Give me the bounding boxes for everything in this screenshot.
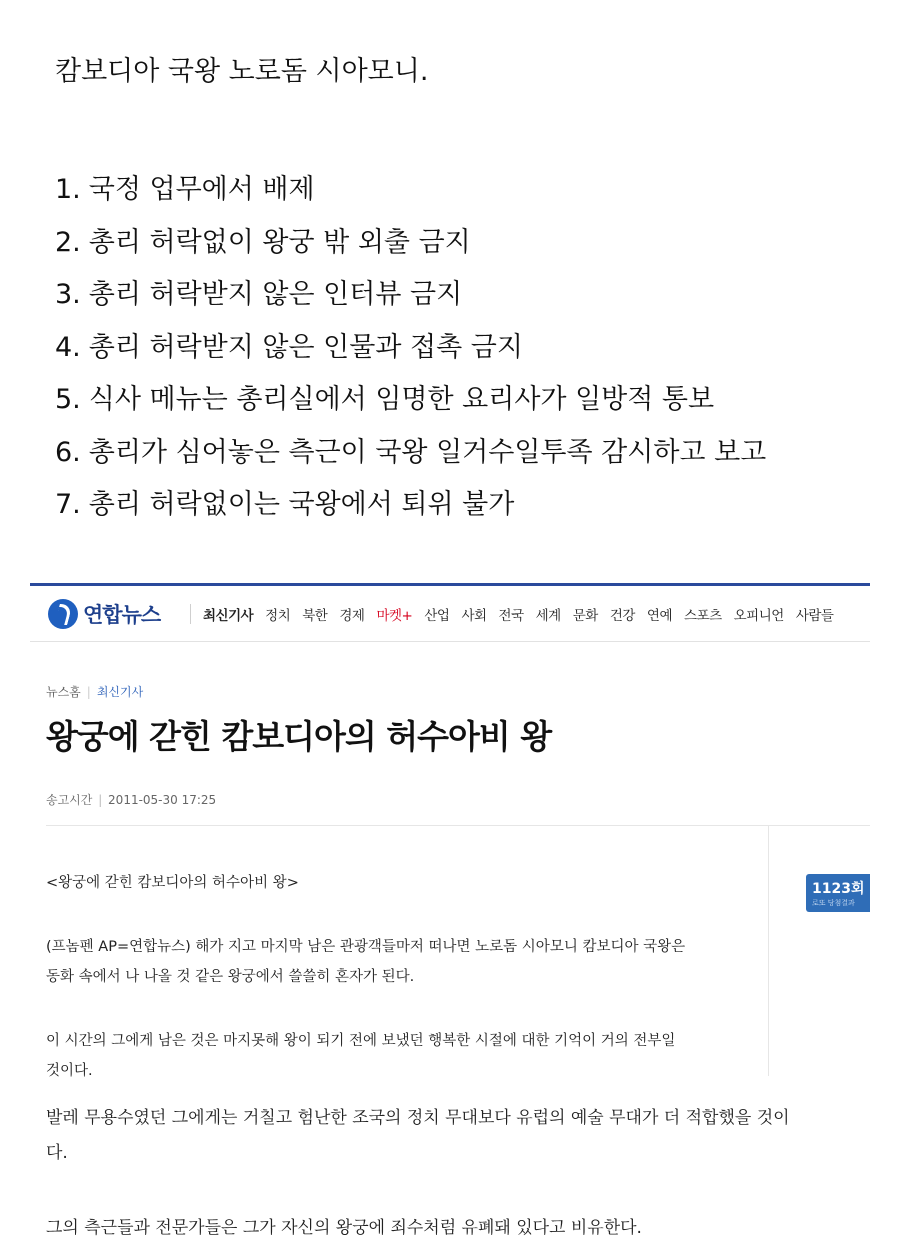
article-body-lower [46,1101,846,1246]
spacer [46,1171,846,1211]
header-divider [190,604,191,624]
nav-item-market[interactable]: 마켓+ [376,607,413,624]
nav-item-people[interactable]: 사람들 [795,607,834,624]
meta-label: 송고시간 [46,793,93,807]
article-screenshot [30,583,870,1260]
spacer [46,898,746,932]
intro-title: 캄보디아 국왕 노로돔 시아모니. [55,56,429,87]
nav-item-national[interactable]: 전국 [498,607,524,624]
nav-item-opinion[interactable]: 오피니언 [733,607,784,624]
breadcrumb-current[interactable]: 최신기사 [96,685,144,699]
nav-item-health[interactable]: 건강 [609,607,635,624]
paragraph-line: 그의 측근들과 전문가들은 그가 자신의 왕궁에 죄수처럼 유폐돼 있다고 비유한다. [46,1218,642,1238]
article-subtitle: <왕궁에 갇힌 캄보디아의 허수아비 왕> [46,875,299,891]
nav-item-entertainment[interactable]: 연예 [646,607,673,624]
nav-item-world[interactable]: 세계 [535,607,561,624]
sidebar-rule [768,826,769,1076]
lotto-result-banner[interactable] [806,874,870,912]
article-body [46,868,746,1086]
list-item [55,269,875,322]
list-item [55,322,875,375]
list-text: 총리 허락받지 않은 인터뷰 금지 [88,279,463,310]
nav-item-sports[interactable]: 스포츠 [684,607,722,624]
list-item [55,374,875,427]
breadcrumb [46,683,143,700]
paragraph-line: 다. [46,1143,68,1163]
list-number: 4. [55,331,81,363]
main-nav [203,604,845,624]
header-rule [46,825,870,826]
list-number: 5. [55,384,81,415]
spacer [46,992,746,1026]
nav-item-latest[interactable]: 최신기사 [203,607,254,624]
meta-separator: | [94,793,107,807]
yonhap-logo-icon [48,599,78,629]
list-item [55,479,875,532]
list-number: 1. [55,174,81,205]
article-headline: 왕궁에 갇힌 캄보디아의 허수아비 왕 [46,717,552,756]
list-item [55,427,875,480]
list-text: 총리 허락없이 왕궁 밖 외출 금지 [88,226,471,258]
site-logo[interactable] [48,599,188,629]
list-text: 총리가 심어놓은 측근이 국왕 일거수일투족 감시하고 보고 [88,436,767,468]
nav-item-north-korea[interactable]: 북한 [302,607,328,624]
nav-item-industry[interactable]: 산업 [424,607,450,624]
nav-item-economy[interactable]: 경제 [339,607,365,624]
paragraph-line: (프놈펜 AP=연합뉴스) 해가 지고 마지막 남은 관광객들마저 떠나면 노로돔 시아모니 캄보디아 국왕은 [46,939,686,955]
list-text: 총리 허락받지 않은 인물과 접촉 금지 [88,331,523,363]
logo-text: 연합뉴스 [83,602,161,627]
article-meta [46,791,216,808]
restriction-list [55,164,875,532]
nav-item-politics[interactable]: 정치 [265,607,291,624]
list-text: 총리 허락없이는 국왕에서 퇴위 불가 [88,489,515,520]
banner-number: 1123회 [812,881,865,897]
list-number: 7. [55,489,81,520]
paragraph-line: 이 시간의 그에게 남은 것은 마지못해 왕이 되기 전에 보냈던 행복한 시절에 대한 기억이 거의 전부일 [46,1033,676,1049]
meta-time: 2011-05-30 17:25 [108,793,217,807]
paragraph-line: 것이다. [46,1063,93,1079]
list-number: 2. [55,226,81,258]
list-number: 3. [55,279,81,310]
banner-subtitle: 로또 당첨결과 [812,899,855,907]
breadcrumb-separator: | [86,685,91,699]
paragraph-line: 동화 속에서 나 나올 것 같은 왕궁에서 쓸쓸히 혼자가 된다. [46,969,415,985]
breadcrumb-home[interactable]: 뉴스홈 [46,685,81,699]
list-number: 6. [55,436,81,468]
list-text: 국정 업무에서 배제 [88,174,315,205]
paragraph-line: 발레 무용수였던 그에게는 거칠고 험난한 조국의 정치 무대보다 유럽의 예술 무대가 더 적합했을 것이 [46,1108,790,1128]
intro-section [55,52,875,532]
list-text: 식사 메뉴는 총리실에서 임명한 요리사가 일방적 통보 [88,384,715,415]
list-item [55,164,875,217]
nav-item-society[interactable]: 사회 [461,607,487,624]
list-item [55,217,875,270]
site-header [30,586,870,642]
nav-item-culture[interactable]: 문화 [572,607,598,624]
